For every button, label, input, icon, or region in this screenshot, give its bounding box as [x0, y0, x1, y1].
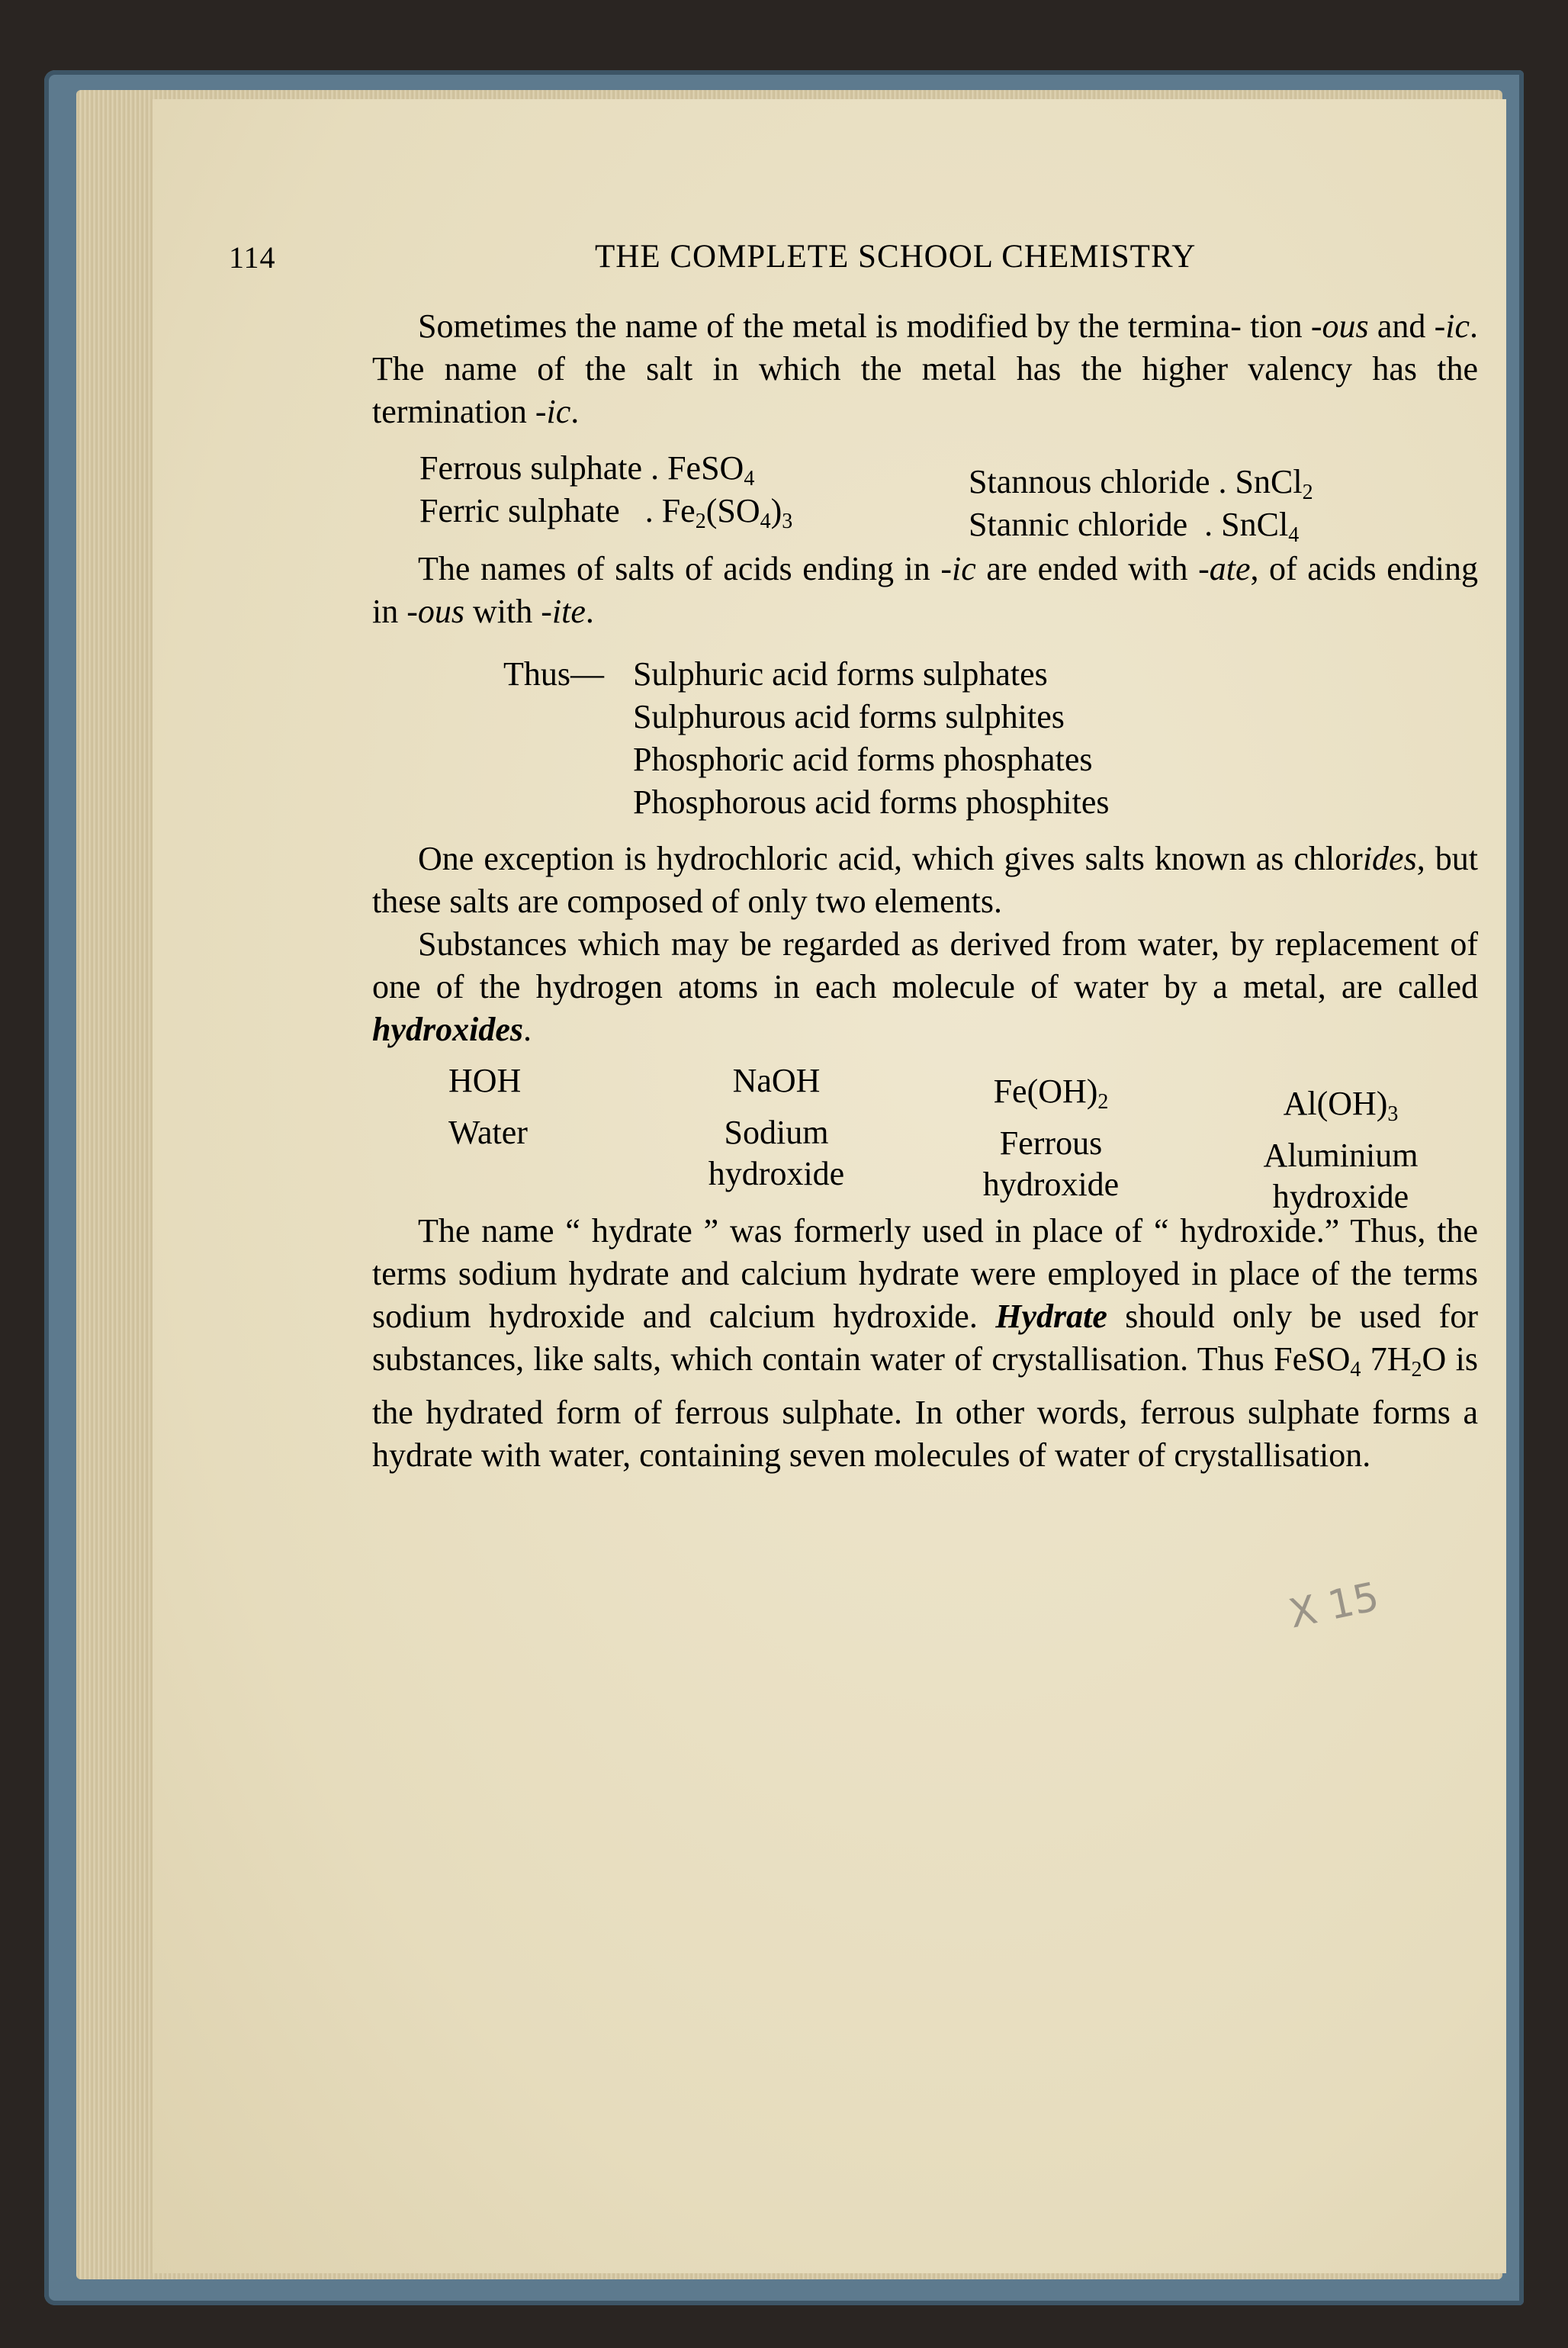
- italic-run: -ous: [406, 593, 465, 630]
- list-item: Sulphuric acid forms sulphates: [633, 655, 1048, 693]
- salt-entry: Stannous chloride . SnCl$_2$: [969, 463, 1313, 504]
- text-run: The names of salts of acids ending in: [418, 550, 941, 587]
- paragraph-hydrate: [372, 1210, 1478, 1477]
- salt-formula: SnCl: [1221, 506, 1289, 543]
- running-header: [229, 238, 1289, 284]
- pencil-annotation: X 15: [1285, 1574, 1383, 1638]
- italic-run: -ite: [541, 593, 586, 630]
- list-lead: Thus—: [503, 655, 604, 693]
- salt-name: Stannous chloride: [969, 463, 1210, 500]
- list-item: Phosphorous acid forms phosphites: [633, 783, 1110, 821]
- paragraph-hydroxides: [372, 838, 1478, 1051]
- list-item: Sulphurous acid forms sulphites: [633, 698, 1065, 735]
- salt-name: Stannic chloride: [969, 506, 1188, 543]
- hydroxide-entry: [448, 1060, 570, 1153]
- italic-run: hydroxides: [372, 1011, 523, 1048]
- italic-run: Hydrate: [995, 1298, 1107, 1335]
- hydroxide-entry: [1234, 1083, 1448, 1217]
- text-run: One exception is hydrochloric acid, which gives salts known as chlor: [418, 840, 1363, 877]
- italic-run: -ic: [1434, 307, 1470, 345]
- hydroxide-formula: HOH: [448, 1062, 522, 1099]
- hydroxide-name: Ferrous: [999, 1124, 1103, 1162]
- page-number: 114: [229, 240, 276, 275]
- text-run: .: [570, 393, 580, 430]
- running-title: THE COMPLETE SCHOOL CHEMISTRY: [595, 239, 1197, 275]
- text-run: with: [464, 593, 541, 630]
- hydroxide-name: Aluminium: [1263, 1137, 1419, 1174]
- hydroxide-name: Water: [448, 1114, 528, 1151]
- text-run: .: [585, 593, 594, 630]
- hydroxide-formula: Fe(OH): [993, 1073, 1098, 1110]
- text-run: , but these salts are composed of only two elements.: [372, 840, 1479, 920]
- hydroxide-name: hydroxide: [708, 1155, 845, 1192]
- hydroxide-entry: [677, 1060, 876, 1195]
- salt-formula: (SO: [705, 492, 760, 529]
- text-run: should only be used for substances, like salts, which contain water of crystallisation. Thus FeSO: [372, 1298, 1478, 1378]
- hydroxide-formula: Al(OH): [1283, 1085, 1388, 1122]
- subscript: 4: [1350, 1358, 1361, 1381]
- subscript: 3: [782, 510, 793, 533]
- paragraph-terminations: [372, 305, 1478, 433]
- hydroxide-name: Sodium: [724, 1114, 829, 1151]
- subscript: 2: [695, 510, 706, 533]
- salts-table: [419, 447, 1480, 547]
- italic-run: -ic: [535, 393, 571, 430]
- hydroxide-entry: [952, 1071, 1150, 1205]
- salt-entry: Stannic chloride . SnCl$_4$: [969, 506, 1300, 547]
- subscript: 2: [1411, 1358, 1422, 1381]
- text-run: 7H: [1361, 1340, 1412, 1378]
- text-run: O is the hydrated form of ferrous sulphate. In other words, ferrous sulphate forms a hydrate with water, containing seven molecules of water of crystallisation.: [372, 1340, 1478, 1474]
- text-run: . The name of the salt in which the metal has the higher valency has the termination: [372, 307, 1479, 430]
- hydroxide-formula: NaOH: [732, 1062, 821, 1099]
- text-run: Substances which may be regarded as derived from water, by replacement of one of the hydrogen atoms in each molecule of water by a metal, are called: [372, 925, 1478, 1005]
- list-item: Phosphoric acid forms phosphates: [633, 741, 1093, 778]
- subscript: 4: [760, 510, 771, 533]
- salt-formula: Fe: [661, 492, 696, 529]
- italic-run: -ous: [1310, 307, 1369, 345]
- subscript: 3: [1387, 1102, 1399, 1126]
- salt-formula: FeSO: [667, 449, 744, 487]
- salt-entry: Ferrous sulphate . FeSO$_4$: [419, 449, 755, 491]
- salt-formula: SnCl: [1235, 463, 1303, 500]
- salt-entry: Ferric sulphate . $Fe_2(SO_4)_3$: [419, 492, 793, 533]
- subscript: 2: [1302, 481, 1313, 504]
- subscript: 2: [1097, 1090, 1109, 1114]
- text-run: .: [523, 1011, 532, 1048]
- paragraph-ate-ite: [372, 548, 1478, 633]
- salt-name: Ferric sulphate: [419, 492, 620, 529]
- hydroxide-name: hydroxide: [982, 1166, 1120, 1203]
- text-run: The name “ hydrate ” was formerly used in place of “ hydroxide.” Thus, the terms sodium hydrate and calcium hydrate were employed in place of the terms sodium hydroxide and calcium hydroxide.: [372, 1212, 1478, 1335]
- subscript: 4: [744, 467, 755, 491]
- hydroxides-table: [448, 1060, 1478, 1215]
- salt-formula: ): [770, 492, 782, 529]
- italic-run: -ic: [940, 550, 976, 587]
- hydroxide-name: hydroxide: [1272, 1178, 1409, 1215]
- italic-run: ides: [1362, 840, 1417, 877]
- text-run: Sometimes the name of the metal is modified by the termina-: [418, 307, 1242, 345]
- subscript: 4: [1288, 523, 1300, 547]
- text-run: , of acids ending in: [372, 550, 1479, 630]
- salt-name: Ferrous sulphate: [419, 449, 643, 487]
- text-run: tion: [1250, 307, 1311, 345]
- text-run: and: [1368, 307, 1435, 345]
- text-run: are ended with: [975, 550, 1199, 587]
- italic-run: -ate: [1198, 550, 1251, 587]
